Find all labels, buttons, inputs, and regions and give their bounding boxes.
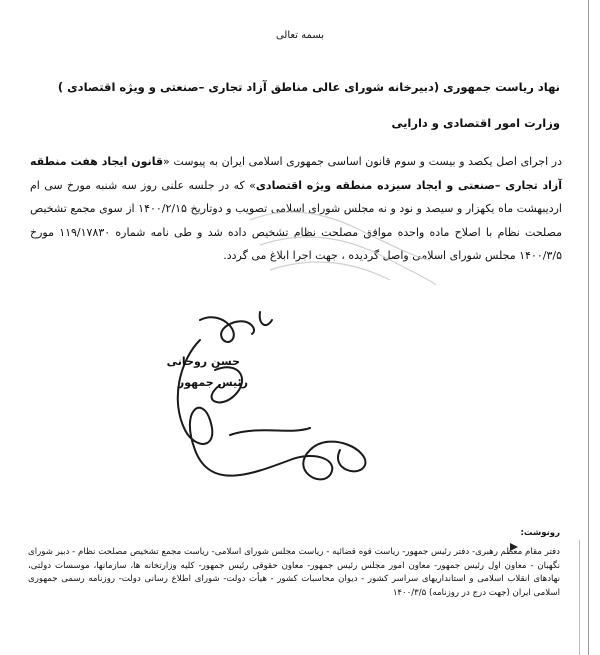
page-edge-line xyxy=(588,0,589,655)
law-title: قانون ایجاد هفت منطقه آزاد تجاری –صنعتی و ایجاد سیزده منطقه ویژه اقتصادی xyxy=(30,155,562,192)
body-part-2: » که در جلسه علنی روز سه شنبه مورخ سی ام اردیبهشت ماه یکهزار و سیصد و نود و نه مجلس شورای اسلامی تصویب و دوتاریخ ۱۴۰۰/۲/۱۵ از سوی مجمع تشخیص مصلحت نظام با اصلاح ماده واحده موافق مصلحت نظام تشخیص داده شد و طی نامه شماره ۱۱۹/۱۷۸۳۰ مورخ ۱۴۰۰/۳/۵ مجلس شورای اسلامی واصل گردیده ، جهت اجرا ابلاغ می گردد. xyxy=(30,178,562,262)
body-part-1: در اجرای اصل یکصد و بیست و سوم قانون اساسی جمهوری اسلامی ایران به پیوست « xyxy=(163,155,562,168)
signature-scribble xyxy=(140,300,400,500)
addressee-economy-ministry: وزارت امور اقتصادی و دارایی xyxy=(391,116,560,130)
copies-heading: رونوشت: xyxy=(520,528,560,538)
scan-edge-line xyxy=(579,540,580,655)
faint-stamp-watermark xyxy=(240,190,440,310)
bismillah-heading: بسمه تعالی xyxy=(275,30,325,41)
signer-name: حسن روحانی xyxy=(166,355,240,368)
signer-title: رئیس جمهور xyxy=(177,376,248,389)
addressee-presidency: نهاد ریاست جمهوری (دبیرخانه شورای عالی مناطق آزاد تجاری –صنعتی و ویژه اقتصادی ) xyxy=(57,80,560,94)
copies-recipients: دفتر مقام معظم رهبری- دفتر رئیس جمهور- ریاست قوه قضائیه - ریاست مجلس شورای اسلامی- ریاست مجمع تشخیص مصلحت نظام - دبیر شورای نگهبان - معاون اول رئیس جمهور- معاون امور مجلس رئیس جمهور- معاون حقوقی رئیس جمهور- کلیه وزارتخانه ها، سازمانها، موسسات دولتی، نهادهای انقلاب اسلامی و استانداریهای سراسر کشور - دیوان محاسبات کشور - هیأت دولت- شورای اطلاع رسانی دولت- روزنامه رسمی جمهوری اسلامی ایران (جهت درج در روزنامه) ۱۴۰۰/۳/۵ xyxy=(28,547,560,598)
